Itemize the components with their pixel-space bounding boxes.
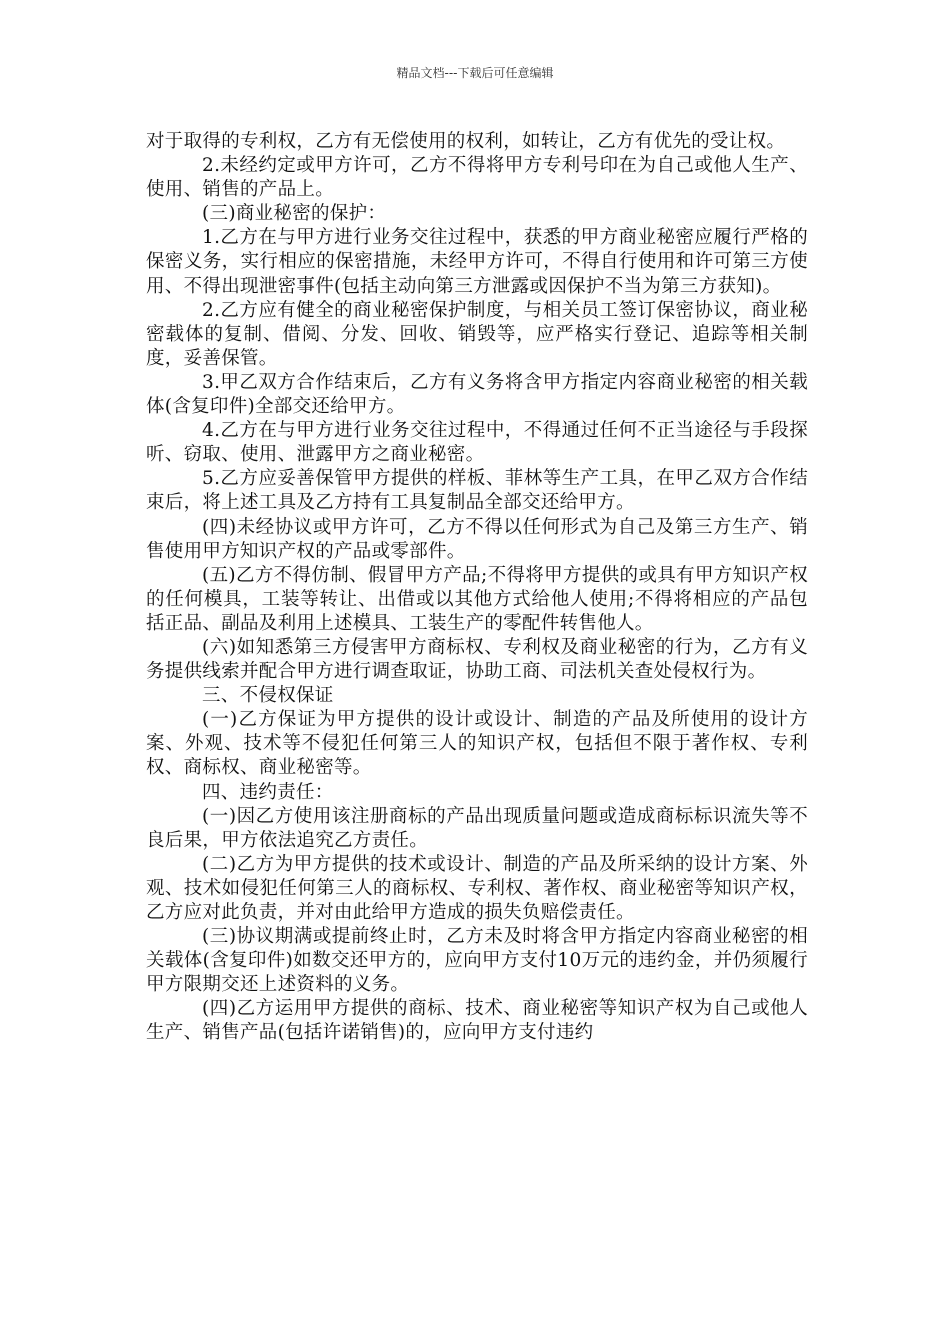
paragraph: 2.未经约定或甲方许可，乙方不得将甲方专利号印在为自己或他人生产、使用、销售的产品上。 [146, 155, 808, 201]
paragraph: 5.乙方应妥善保管甲方提供的样板、菲林等生产工具，在甲乙双方合作结束后，将上述工具及乙方持有工具复制品全部交还给甲方。 [146, 468, 808, 514]
paragraph: 对于取得的专利权，乙方有无偿使用的权利，如转让，乙方有优先的受让权。 [146, 131, 786, 152]
paragraph: (四)乙方运用甲方提供的商标、技术、商业秘密等知识产权为自己或他人生产、销售产品(包括许诺销售)的，应向甲方支付违约 [146, 998, 808, 1044]
paragraph: (四)未经协议或甲方许可，乙方不得以任何形式为自己及第三方生产、销售使用甲方知识产权的产品或零部件。 [146, 516, 808, 562]
paragraph: (二)乙方为甲方提供的技术或设计、制造的产品及所采纳的设计方案、外观、技术如侵犯任何第三人的商标权、专利权、著作权、商业秘密等知识产权，乙方应对此负责，并对由此给甲方造成的损失负赔偿责任。 [146, 853, 808, 923]
paragraph: (三)商业秘密的保护： [202, 203, 387, 225]
document-body [146, 130, 808, 1046]
paragraph: (一)乙方保证为甲方提供的设计或设计、制造的产品及所使用的设计方案、外观、技术等不侵犯任何第三人的知识产权，包括但不限于著作权、专利权、商标权、商业秘密等。 [146, 709, 808, 779]
paragraph: 3.甲乙双方合作结束后，乙方有义务将含甲方指定内容商业秘密的相关载体(含复印件)全部交还给甲方。 [146, 371, 808, 418]
paragraph: (五)乙方不得仿制、假冒甲方产品;不得将甲方提供的或具有甲方知识产权的任何模具，工装等转让、出借或以其他方式给他人使用;不得将相应的产品包括正品、副品及利用上述模具、工装生产的零配件转售他人。 [146, 564, 808, 634]
paragraph: 1.乙方在与甲方进行业务交往过程中，获悉的甲方商业秘密应履行严格的保密义务，实行相应的保密措施，未经甲方许可，不得自行使用和许可第三方使用、不得出现泄密事件(包括主动向第三方泄露或因保护不当为第三方获知)。 [146, 227, 808, 297]
paragraph: (三)协议期满或提前终止时，乙方未及时将含甲方指定内容商业秘密的相关载体(含复印件)如数交还甲方的，应向甲方支付10万元的违约金，并仍须履行甲方限期交还上述资料的义务。 [146, 926, 808, 996]
paragraph: 三、不侵权保证 [202, 685, 334, 707]
page-header: 精品文档---下载后可任意编辑 [396, 66, 554, 80]
paragraph: (六)如知悉第三方侵害甲方商标权、专利权及商业秘密的行为，乙方有义务提供线索并配合甲方进行调查取证，协助工商、司法机关查处侵权行为。 [146, 636, 808, 683]
paragraph: 2.乙方应有健全的商业秘密保护制度，与相关员工签订保密协议，商业秘密载体的复制、借阅、分发、回收、销毁等，应严格实行登记、追踪等相关制度，妥善保管。 [146, 299, 808, 369]
paragraph: 4.乙方在与甲方进行业务交往过程中，不得通过任何不正当途径与手段探听、窃取、使用、泄露甲方之商业秘密。 [146, 420, 808, 466]
paragraph: 四、违约责任： [202, 781, 334, 803]
paragraph: (一)因乙方使用该注册商标的产品出现质量问题或造成商标标识流失等不良后果，甲方依法追究乙方责任。 [146, 805, 808, 851]
